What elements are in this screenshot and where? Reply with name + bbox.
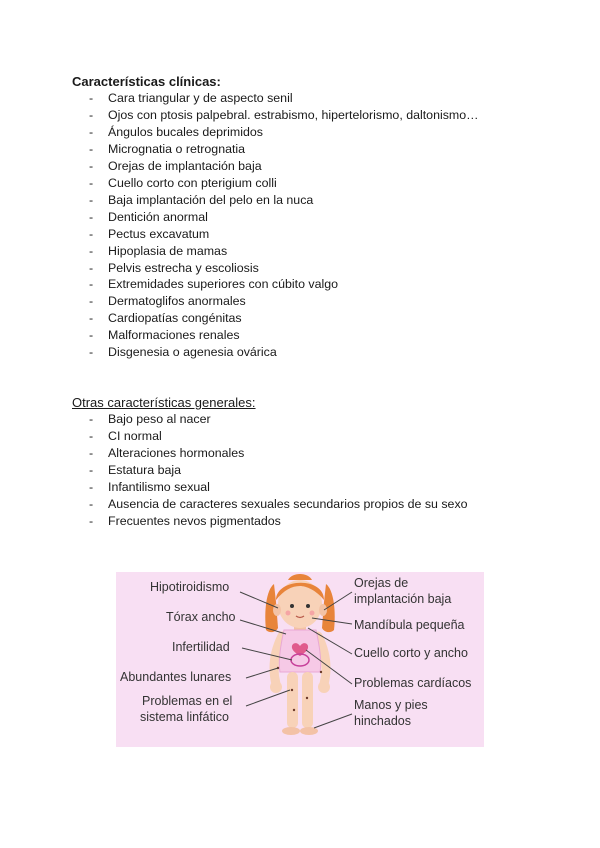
label-abundantes-lunares: Abundantes lunares <box>120 670 232 684</box>
label-problemas-linfatico-2: sistema linfático <box>140 710 229 724</box>
list-item <box>72 124 552 141</box>
dash-bullet: - <box>89 209 94 224</box>
dash-bullet: - <box>89 91 94 105</box>
list-item-text: Infantilismo sexual <box>108 479 210 494</box>
list-item-text: Bajo peso al nacer <box>108 412 211 426</box>
list-item <box>72 226 552 243</box>
list-item <box>72 293 552 310</box>
dash-bullet: - <box>89 141 94 156</box>
list-item <box>72 141 552 158</box>
list-item <box>72 479 552 496</box>
dash-bullet: - <box>89 243 94 258</box>
list-item <box>72 327 552 344</box>
list-item-text: CI normal <box>108 428 162 443</box>
dash-bullet: - <box>89 496 94 511</box>
list-item-text: Alteraciones hormonales <box>108 445 245 460</box>
list-item-text: Pectus excavatum <box>108 226 210 241</box>
label-manos-1: Manos y pies <box>354 698 428 712</box>
dash-bullet: - <box>89 462 94 477</box>
label-orejas-1: Orejas de <box>354 576 409 590</box>
list-item <box>72 462 552 479</box>
list-item <box>72 411 552 428</box>
label-manos-2: hinchados <box>354 714 411 728</box>
dash-bullet: - <box>89 192 94 207</box>
clinical-features-list <box>72 90 552 361</box>
list-item <box>72 158 552 175</box>
label-cuello: Cuello corto y ancho <box>354 646 468 660</box>
list-item-text: Cuello corto con pterigium colli <box>108 175 277 190</box>
dash-bullet: - <box>89 479 94 494</box>
list-item-text: Cara triangular y de aspecto senil <box>108 91 293 105</box>
label-orejas-2: implantación baja <box>354 592 452 606</box>
list-item-text: Micrognatia o retrognatia <box>108 141 246 156</box>
dash-bullet: - <box>89 226 94 241</box>
list-item <box>72 90 552 107</box>
list-item <box>72 310 552 327</box>
dash-bullet: - <box>89 107 94 122</box>
dash-bullet: - <box>89 428 94 443</box>
list-item-text: Malformaciones renales <box>108 328 240 343</box>
dash-bullet: - <box>89 124 94 139</box>
general-features-list <box>72 411 552 530</box>
list-item-text: Dentición anormal <box>108 209 208 224</box>
label-torax-ancho: Tórax ancho <box>166 610 236 624</box>
list-item-text: Ángulos bucales deprimidos <box>108 124 263 139</box>
dash-bullet: - <box>89 345 94 360</box>
list-item <box>72 260 552 277</box>
list-item <box>72 175 552 192</box>
clinical-features-section <box>72 73 552 361</box>
dash-bullet: - <box>89 328 94 343</box>
clinical-features-heading: Características clínicas: <box>72 74 221 89</box>
list-item <box>72 445 552 462</box>
list-item-text: Ojos con ptosis palpebral. estrabismo, hipertelorismo, daltonismo… <box>108 107 479 122</box>
general-features-section <box>72 394 552 530</box>
list-item-text: Hipoplasia de mamas <box>108 243 228 258</box>
label-hipotiroidismo: Hipotiroidismo <box>150 580 230 594</box>
dash-bullet: - <box>89 158 94 173</box>
dash-bullet: - <box>89 277 94 292</box>
list-item <box>72 344 552 361</box>
label-cardiacos: Problemas cardíacos <box>354 676 472 690</box>
label-problemas-linfatico-1: Problemas en el <box>142 694 233 708</box>
dash-bullet: - <box>89 175 94 190</box>
dash-bullet: - <box>89 311 94 326</box>
list-item <box>72 428 552 445</box>
list-item <box>72 209 552 226</box>
turner-syndrome-illustration <box>116 572 484 747</box>
list-item <box>72 513 552 530</box>
dash-bullet: - <box>89 412 94 426</box>
list-item-text: Cardiopatías congénitas <box>108 311 242 326</box>
list-item-text: Dermatoglifos anormales <box>108 294 246 309</box>
list-item <box>72 276 552 293</box>
list-item-text: Orejas de implantación baja <box>108 158 262 173</box>
list-item <box>72 496 552 513</box>
general-features-heading: Otras características generales: <box>72 395 256 410</box>
list-item-text: Extremidades superiores con cúbito valgo <box>108 277 339 292</box>
list-item-text: Baja implantación del pelo en la nuca <box>108 192 314 207</box>
dash-bullet: - <box>89 445 94 460</box>
dash-bullet: - <box>89 513 94 528</box>
label-mandibula: Mandíbula pequeña <box>354 618 465 632</box>
label-infertilidad: Infertilidad <box>172 640 230 654</box>
dash-bullet: - <box>89 294 94 309</box>
list-item-text: Estatura baja <box>108 462 182 477</box>
list-item-text: Pelvis estrecha y escoliosis <box>108 260 259 275</box>
dash-bullet: - <box>89 260 94 275</box>
list-item <box>72 243 552 260</box>
list-item <box>72 107 552 124</box>
list-item-text: Frecuentes nevos pigmentados <box>108 513 281 528</box>
list-item-text: Disgenesia o agenesia ovárica <box>108 345 277 360</box>
list-item-text: Ausencia de caracteres sexuales secundarios propios de su sexo <box>108 496 468 511</box>
list-item <box>72 192 552 209</box>
